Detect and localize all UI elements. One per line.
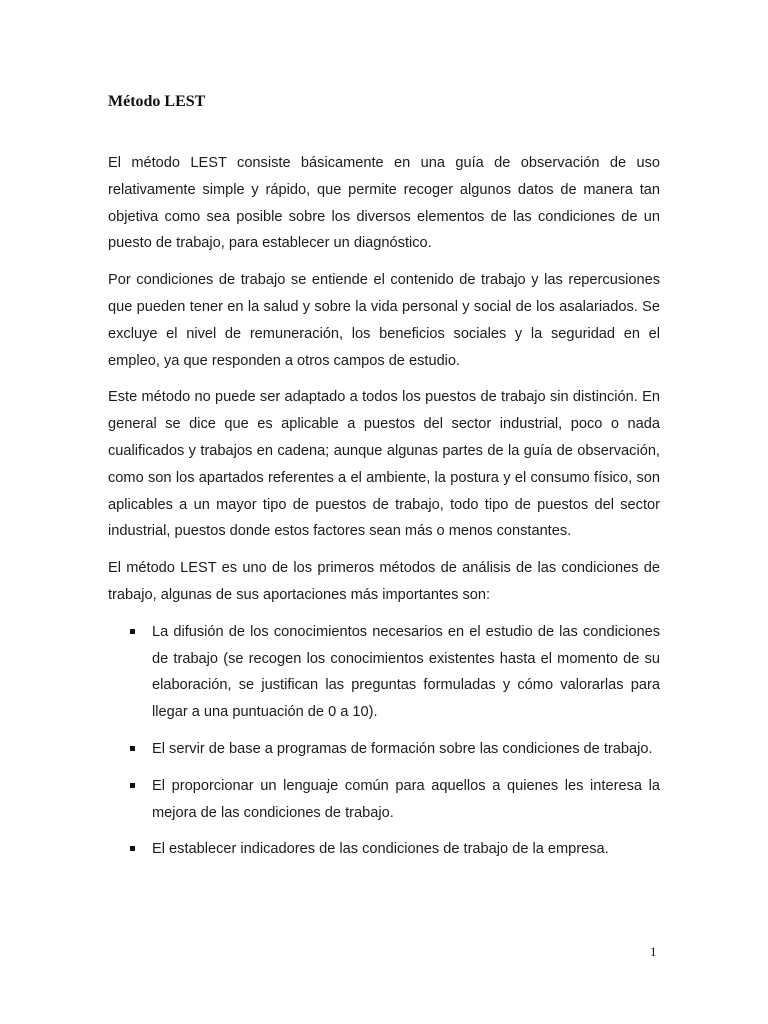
paragraph-intro: El método LEST consiste básicamente en una guía de observación de uso relativamente simple y rápido, que permite recoger algunos datos de manera tan objetiva como sea posible sobre los diversos elementos de las condiciones de un puesto de trabajo, para establecer un diagnóstico. <box>108 155 660 252</box>
paragraph-conditions: Por condiciones de trabajo se entiende el contenido de trabajo y las repercusiones que pueden tener en la salud y sobre la vida personal y social de los asalariados. Se excluye el nivel de remuneración, los beneficios sociales y la seguridad en el empleo, ya que responden a otros campos de estudio. <box>108 272 660 369</box>
document-title: Método LEST <box>108 93 206 110</box>
page-number: 1 <box>650 944 657 959</box>
paragraph-applicability: Este método no puede ser adaptado a todos los puestos de trabajo sin distinción. En general se dice que es aplicable a puestos del sector industrial, poco o nada cualificados y trabajos en cadena; aunque algunas partes de la guía de observación, como son los apartados referentes a el ambiente, la postura y el consumo físico, son aplicables a un mayor tipo de puestos de trabajo, todo tipo de puestos del sector industrial, puestos donde estos factores sean más o menos constantes. <box>108 389 660 540</box>
square-bullet-icon <box>130 746 135 751</box>
square-bullet-icon <box>130 783 135 788</box>
list-item-text: El establecer indicadores de las condiciones de trabajo de la empresa. <box>152 841 609 858</box>
square-bullet-icon <box>130 629 135 634</box>
list-item-text: El servir de base a programas de formación sobre las condiciones de trabajo. <box>152 740 653 757</box>
contributions-list <box>108 619 660 863</box>
list-item <box>108 773 660 827</box>
square-bullet-icon <box>130 846 135 851</box>
list-item-text: El proporcionar un lenguaje común para aquellos a quienes les interesa la mejora de las condiciones de trabajo. <box>152 777 660 821</box>
list-item <box>108 619 660 726</box>
paragraph-contributions: El método LEST es uno de los primeros métodos de análisis de las condiciones de trabajo, algunas de sus aportaciones más importantes son: <box>108 560 660 603</box>
document-body <box>108 150 660 873</box>
list-item-text: La difusión de los conocimientos necesarios en el estudio de las condiciones de trabajo (se recogen los conocimientos existentes hasta el momento de su elaboración, se justifican las preguntas formuladas y cómo valorarlas para llegar a una puntuación de 0 a 10). <box>152 623 660 721</box>
list-item <box>108 736 660 763</box>
list-item <box>108 836 660 863</box>
